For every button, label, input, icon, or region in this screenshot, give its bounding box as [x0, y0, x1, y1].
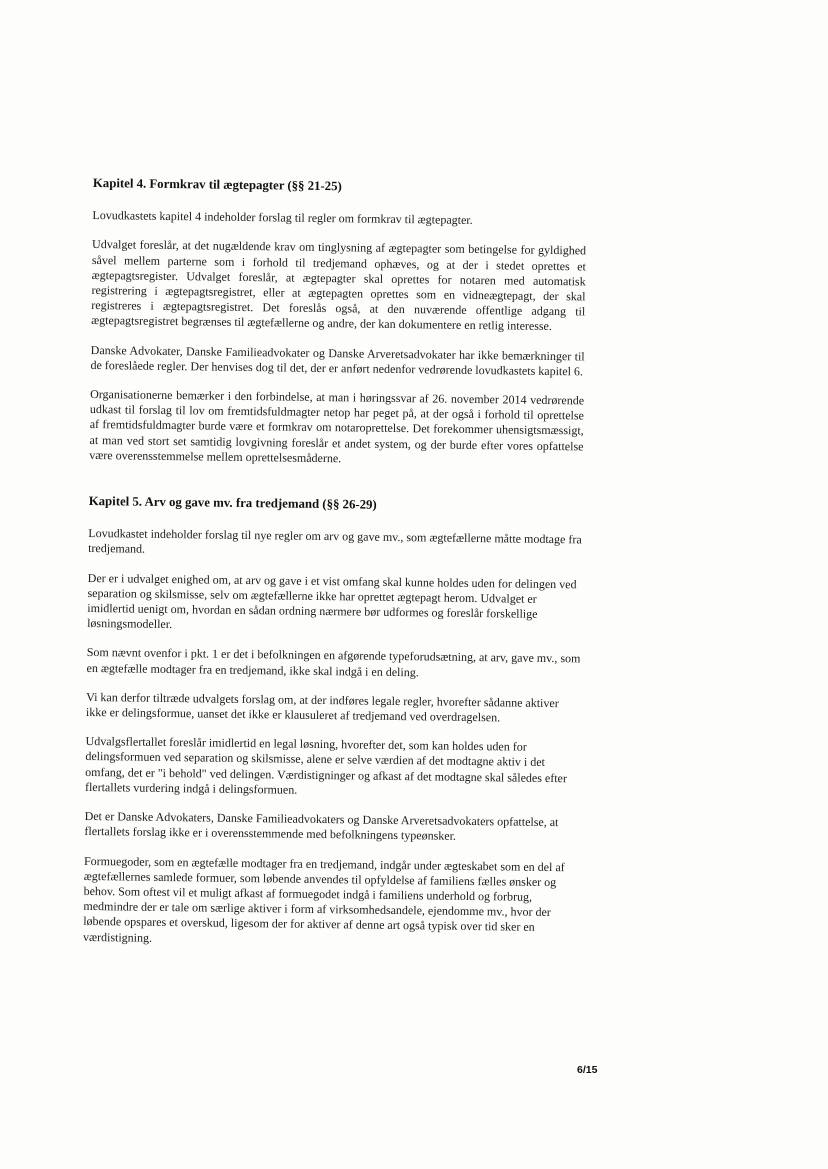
paragraph: Det er Danske Advokaters, Danske Familieadvokaters og Danske Arveretsadvokaters opfattelse, at flertallets forslag ikke er i overensstemmende med befolkningens typeønsker.	[84, 809, 559, 844]
document-body	[83, 176, 587, 965]
paragraph: Danske Advokater, Danske Familieadvokater og Danske Arveretsadvokater har ikke bemærkninger til de foreslåede regler. Der henvises dog til det, der er anført nedenfor vedrørende lovudkastets kapitel 6.	[90, 342, 585, 379]
paragraph: Lovudkastet indeholder forslag til nye regler om arv og gave mv., som ægtefællerne måtte modtage fra tredjemand.	[88, 526, 582, 557]
page-number: 6/15	[577, 1064, 598, 1076]
paragraph: Vi kan derfor tiltræde udvalgets forslag om, at der indføres legale regler, hvorefter sådanne aktiver ikke er delingsformue, uanset det ikke er klausuleret af tredjemand ved overdragelsen.	[85, 689, 559, 725]
section-heading-chapter-4: Kapitel 4. Formkrav til ægtepagter (§§ 21-25)	[92, 176, 342, 194]
paragraph: Lovudkastets kapitel 4 indeholder forslag til regler om formkrav til ægtepagter.	[92, 208, 473, 228]
paragraph: Formuegoder, som en ægtefælle modtager fra en tredjemand, indgår under ægteskabet som en del af ægtefællernes samlede formuer, som løbende anvendes til opfyldelse af familiens fælles ønsker og behov. Som oftest vil et muligt afkast af formuegodet indgå i familiens underhold og forbrug, medmindre der er tale om særlige aktiver i form af virksomhedsandele, ejendomme mv., hvor der løbende opspares et overskud, ligesom der for aktiver af denne art også typisk over tid sker en værdistigning.	[82, 853, 565, 945]
section-heading-chapter-5: Kapitel 5. Arv og gave mv. fra tredjemand (§§ 26-29)	[88, 494, 377, 512]
paragraph: Som nævnt ovenfor i pkt. 1 er det i befolkningen en afgørende typeforudsætning, at arv, gave mv., som en ægtefælle modtager fra en tredjemand, ikke skal indgå i en deling.	[86, 645, 581, 679]
paragraph: Der er i udvalget enighed om, at arv og gave i et vist omfang skal kunne holdes uden for delingen ved separation og skilsmisse, selv om ægtefællerne ikke har oprettet ægtepagt herom. Udvalget er imidlertid uenigt om, hvordan en sådan ordning nærmere bør udformes og foreslår forskellige løsningsmodeller.	[87, 570, 577, 632]
paragraph: Organisationerne bemærker i den forbindelse, at man i høringssvar af 26. november 2014 vedrørende udkast til forslag til lov om fremtidsfuldmagter netop har peget på, at der også i forhold til oprettelse af fremtidsfuldmagter burde være et formkrav om notaroprettelse. Det forekommer uhensigtsmæssigt, at man ved stort set samtidig lovgivning foreslår et andet system, og der burde efter vores opfattelse være overensstemmelse mellem oprettelsesmåderne.	[89, 387, 585, 466]
paragraph: Udvalget foreslår, at det nugældende krav om tinglysning af ægtepagter som betingelse for gyldighed såvel mellem parterne som i forhold til tredjemand ophæves, og at der i stedet oprettes et ægtepagtsregister. Udvalget foreslår, at ægtepagter skal oprettes for notaren med automatisk registrering i ægtepagtsregistret, eller at ægtepagten oprettes som en vidneægtepagt, der skal registreres i ægtepagtsregistret. Det foreslås også, at den nuværende offentlige adgang til ægtepagtsregistret begrænses til ægtefællerne og andre, der kan dokumentere en retlig interesse.	[91, 237, 587, 334]
paragraph: Udvalgsflertallet foreslår imidlertid en legal løsning, hvorefter det, som kan holdes uden for delingsformuen ved separation og skilsmisse, alene er selve værdien af det modtagne aktiv i det omfang, det er "i behold" ved delingen. Værdistigninger og afkast af det modtagne skal således efter flertallets vurdering indgå i delingsformuen.	[84, 734, 568, 797]
